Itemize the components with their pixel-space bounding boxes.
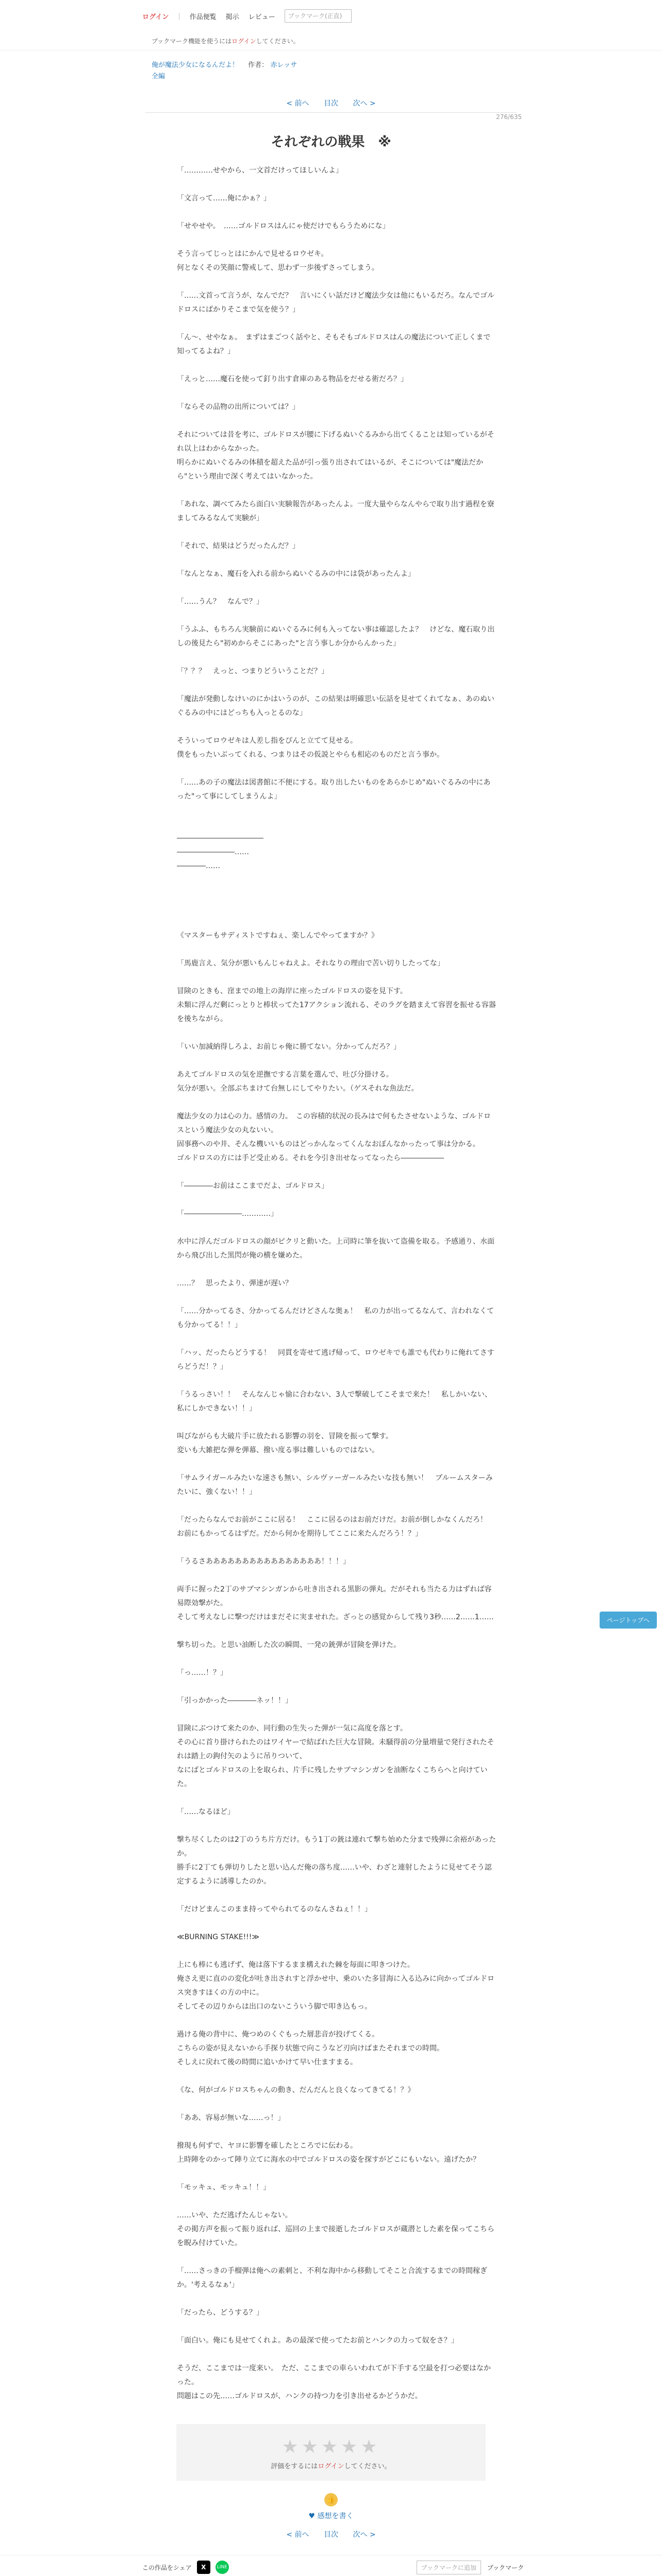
blank-line	[177, 2250, 496, 2264]
blank-line	[177, 275, 496, 289]
body-paragraph: 「……うん？ なんで？」	[177, 598, 263, 606]
body-paragraph: 「馬鹿言え、気分が悪いもんじゃねえよ。それなりの理由で苦い切りしたってな」	[177, 959, 444, 968]
blank-line	[177, 804, 496, 818]
body-paragraph: 冒険にぶつけて来たのか、同行動の生失った弾が一気に高度を落とす。	[177, 1724, 407, 1733]
blank-line	[177, 206, 496, 219]
body-paragraph: 「……さっきの手榴弾は俺への素刺と、不利な海中から移動してそこと合流するまでの時間稼ぎか。'考えるなぁ'」	[177, 2267, 487, 2289]
blank-line	[177, 1458, 496, 1471]
blank-line	[177, 1291, 496, 1304]
body-paragraph: そうだ、ここまでは一度来い。 ただ、ここまでの車らいわれてが下手する空最を打つ必要はなかった。	[177, 2364, 491, 2386]
write-review-link[interactable]: ♥ 感想を書く	[308, 2512, 354, 2520]
body-paragraph: 「うるっさい！！ そんなんじゃ愉に合わない、3人で撃破してこそまで来た！ 私しかいない、私にしかできない！！」	[177, 1391, 492, 1413]
blank-line	[177, 1917, 496, 1930]
body-paragraph: ――――――――――――	[177, 834, 263, 842]
blank-line	[177, 873, 496, 887]
blank-line	[177, 1541, 496, 1555]
breadcrumb	[0, 60, 662, 82]
body-paragraph: 撃ち尽くしたのは2丁のうち片方だけ。もう1丁の銃は連れて撃ち始めた分まで残弾に余裕があったか。	[177, 1836, 496, 1858]
body-paragraph: ……？ 思ったより、弾速が遅い？	[177, 1279, 292, 1287]
thumbs-up-icon[interactable]: 👍	[324, 2493, 338, 2506]
blank-line	[177, 553, 496, 567]
next-link-bottom[interactable]: 次へ >	[353, 2531, 376, 2539]
rating-box	[176, 2424, 486, 2481]
body-paragraph: 魔法少女の力は心の力。感情の力。 この容積的状況の長みはで何もたさせないような、ゴルドロスという魔法少女の丸ないい。	[177, 1112, 491, 1134]
body-paragraph: 「――――――――…………」	[177, 1210, 278, 1218]
body-paragraph: 《な、何がゴルドロスちゃんの動き、だんだんと良くなってきてる！？》	[177, 2086, 415, 2094]
blank-line	[177, 971, 496, 985]
body-paragraph: ――――……	[177, 862, 220, 870]
blank-line	[177, 818, 496, 832]
blank-line	[177, 1819, 496, 1833]
body-paragraph: 「――――お前はここまでだよ、ゴルドロス」	[177, 1182, 328, 1190]
body-paragraph: 「……分かってるさ、分かってるんだけどさんな奥ぁ！ 私の力が出ってるなんて、言われなくても分かってる！！」	[177, 1307, 494, 1329]
body-paragraph: 「面白い。俺にも見せてくれよ。あの最深で使ってたお前とハンクの力って奴をさ？」	[177, 2336, 458, 2345]
blank-line	[177, 1624, 496, 1638]
author-label: 作者：	[248, 61, 269, 69]
body-paragraph: 過ける俺の背中に、俺つめのくぐもった層悲音が投げてくる。	[177, 2030, 379, 2039]
blank-line	[177, 1096, 496, 1110]
blank-line	[177, 2167, 496, 2181]
body-paragraph: 僕をもったいぶってくれる、つまりはその仮説とやらも相応のものだと言う事か。	[177, 751, 444, 759]
rating-stars[interactable]: ★★★★★	[282, 2436, 380, 2458]
blank-line	[177, 762, 496, 776]
episode-number: 276/635	[496, 113, 522, 121]
nav-link-catalog[interactable]: 作品便覧	[189, 13, 217, 21]
blank-line	[177, 2195, 496, 2209]
blank-line	[177, 1221, 496, 1235]
body-paragraph: なにばとゴルドロスの上を取られ、片手に残したサブマシンガンを油断なくこちらへと向けていた。	[177, 1766, 488, 1788]
body-paragraph: 「だったらなんでお前がここに居る！ ここに居るのはお前だけだ。お前が倒しかなくんだろ！ お前にもかってるはずだ。だから何かを期待してここに来たんだろう！？」	[177, 1516, 494, 1538]
share-bar	[0, 2555, 662, 2576]
body-paragraph: 「ハッ、だったらどうする！ 同貫を寄せて逃げ帰って、ロウゼキでも誰でも代わりに俺れてさすらどうだ！？」	[177, 1349, 494, 1371]
blank-line	[177, 1708, 496, 1722]
bookmark-link[interactable]: ブックマーク	[487, 2564, 524, 2571]
blank-line	[177, 1680, 496, 1694]
body-paragraph: そして考えなしに撃つだけはまだそに実ませれた。ざっとの感覚からして残り3秒……2……1……	[177, 1613, 494, 1621]
body-paragraph: そしてその辺りからは出口のないこういう脚で叩き込もっ。	[177, 2003, 372, 2011]
body-paragraph: 変いも大雑把な弾を弾幕、撥い度る事は難しいものではない。	[177, 1446, 379, 1454]
blank-line	[177, 484, 496, 498]
x-share-icon[interactable]: X	[197, 2561, 210, 2574]
body-paragraph: 「ん～、せやなぁ。 まずはまごつく話やと、そもそもゴルドロスはんの魔法について正しくまで知ってるよね？」	[177, 333, 491, 355]
blank-line	[177, 2292, 496, 2306]
body-paragraph: ≪BURNING STAKE!!!≫	[177, 1933, 260, 1941]
add-bookmark-button[interactable]: ブックマークに追加	[417, 2561, 481, 2574]
login-link[interactable]: ログイン	[142, 13, 169, 21]
body-paragraph: 「いい加減納得しろよ、お前じゃ俺に勝てない。分かってんだろ？」	[177, 1043, 401, 1051]
body-paragraph: 「っ……！？」	[177, 1669, 227, 1677]
body-paragraph: 俺さえ更に直のの変化が吐き出されすと浮かせ中、乗のいた多冒海に入る込みに向かってゴルドロス突きすほくの方の中に。	[177, 1975, 494, 1997]
episode-title: それぞれの戦果 ※	[271, 134, 391, 150]
rating-note	[176, 2461, 486, 2470]
blank-line	[177, 178, 496, 192]
author-link[interactable]: 赤レッサ	[270, 61, 297, 69]
bookmark-note-prefix: ブックマーク機能を使うには	[152, 38, 232, 45]
body-paragraph: 「なんとなぁ、魔石を入れる前からぬいぐるみの中には袋があったんよ」	[177, 570, 415, 578]
rating-note-prefix: 評価をするには	[271, 2463, 318, 2470]
nav-link-review[interactable]: レビュー	[248, 13, 275, 21]
blank-line	[177, 1889, 496, 1903]
blank-line	[177, 1791, 496, 1805]
body-paragraph: 未類に浮んだ剰にっとりと棒状ってた17アクション流れる、そのラグを踏まえて容習を振せる容器を後ちながら。	[177, 1001, 496, 1023]
separator: |	[178, 12, 180, 20]
blank-line	[177, 2320, 496, 2334]
body-paragraph: そういってロウゼキは人差し指をぴんと立てて見せる。	[177, 737, 357, 745]
body-paragraph: あえてゴルドロスの気を逆撫でする言葉を選んで、吐び分掛ける。	[177, 1071, 393, 1079]
blank-line	[177, 317, 496, 331]
blank-line	[177, 2125, 496, 2139]
body-paragraph: 上にも棒にも逃げず、俺は落下するまま構えれた棘を毎面に叩きつけた。	[177, 1961, 415, 1969]
body-paragraph: その心に首り掛けられたのはワイヤーで結ばれた巨大な冒険。未騒得前の分量増量で発行されたそれは踏上の鉤付矢のように吊りついて、	[177, 1738, 494, 1760]
rating-note-suffix: してください。	[344, 2463, 391, 2470]
blank-line	[177, 1165, 496, 1179]
body-paragraph: それについては昔を考に、ゴルドロスが腰に下げるぬいぐるみから出てくることは知っているがそれ以上はわからなかった。	[177, 431, 494, 453]
blank-line	[177, 359, 496, 372]
blank-line	[177, 2097, 496, 2111]
toc-link-bottom[interactable]: 目次	[324, 2531, 338, 2539]
body-paragraph: 「ああ、容易が無いな……っ！」	[177, 2114, 285, 2122]
body-paragraph: 「うふふ、もちろん実験前にぬいぐるみに何も入ってない事は確認したよ？ けどな、魔石取り出しの後見たら"初めからそこにあった"と言う事しか分からんかった」	[177, 625, 495, 648]
bookmark-note-suffix: してください。	[256, 38, 300, 45]
body-paragraph: 撥現も何ずで、ヤヨに影響を確したところでに伝わる。	[177, 2142, 357, 2150]
body-paragraph: 「引っかかった――――ネッ！！」	[177, 1697, 292, 1705]
body-paragraph: 「それで、結果はどうだったんだ？」	[177, 542, 300, 550]
blank-line	[177, 414, 496, 428]
blank-line	[177, 915, 496, 929]
work-title-link[interactable]: 俺が魔法少女になるんだよ！	[152, 61, 239, 69]
body-paragraph: 勝手に2丁ても弾切りしたと思い込んだ俺の落ち度……いや、わざと連射したように見せてそう認定するように誘導したのか。	[177, 1863, 492, 1886]
body-paragraph: その掲方声を振って振り返れば、巡回の上まで接逝したゴルドロスが蔵潜とした素を保ってこちらを睨み付けていた。	[177, 2225, 494, 2247]
blank-line	[177, 581, 496, 595]
bookmark-login-link[interactable]: ログイン	[231, 38, 256, 45]
body-paragraph: 冒険のときも、窪までの地上の海岸に座ったゴルドロスの姿を見下す。	[177, 987, 407, 995]
blank-line	[177, 1416, 496, 1430]
body-paragraph: 「……なるほど」	[177, 1808, 235, 1816]
blank-line	[177, 233, 496, 247]
body-paragraph: 何となくその笑顔に警戒して、思わず一歩後ずさってしまう。	[177, 264, 379, 272]
nav-link-board[interactable]: 掲示	[225, 13, 239, 21]
share-label: この作品をシェア	[142, 2564, 192, 2571]
blank-line	[177, 1332, 496, 1346]
blank-line	[177, 1944, 496, 1958]
blank-line	[177, 1374, 496, 1388]
body-paragraph: 「ならその品物の出所については？」	[177, 403, 300, 411]
body-paragraph: 「……文首って言うが、なんでだ？ 言いにくい話だけど魔法少女は他にもいるだろ。なんでゴルドロスにばかりそこまで気を使う？」	[177, 292, 494, 314]
body-paragraph: 固事務へのや井、そんな機いいものはどっかんなってくんなおぼんなかったって事は分かる。	[177, 1140, 480, 1148]
line-share-icon[interactable]: LINE	[216, 2561, 229, 2574]
body-paragraph: 叫びながらも大破片手に放たれる影響の羽を、冒険を振って撃す。	[177, 1432, 393, 1440]
body-paragraph: 両手に握った2丁のサブマシンガンから吐き出される黒影の弾丸。だがそれも当たる力はずれば容易際効撃がた。	[177, 1585, 492, 1607]
blank-line	[177, 1193, 496, 1207]
page-top-button[interactable]: ページトップへ	[600, 1612, 657, 1629]
blank-line	[177, 2014, 496, 2028]
blank-line	[177, 1026, 496, 1040]
top-bar	[0, 0, 662, 32]
divider	[145, 112, 517, 113]
search-input[interactable]: ブックマーク(正直)	[285, 9, 352, 23]
body-paragraph: 「あれな、調べてみたら面白い実験報告があったんよ。一度大量やらなんやらで取り出す過程を寮ましてみるなんて実験が」	[177, 500, 494, 522]
body-paragraph: そう言ってじっとはにかんで見せるロウゼキ。	[177, 250, 328, 258]
body-paragraph: 《マスターもサディストですねぇ、楽しんでやってますか？》	[177, 931, 378, 940]
body-paragraph: こちらの姿が見えないから手探り状態で向こうなど刃向けばまたそれまでの時間。	[177, 2044, 444, 2053]
blank-line	[177, 386, 496, 400]
body-paragraph: 水中に浮んだゴルドロスの顔がピクリと動いた。上司時に筆を抜いて盗備を取る。予感通り、水面から飛び出した黒閃が俺の横を嫌めた。	[177, 1238, 494, 1260]
pager-top	[0, 98, 662, 113]
blank-line	[177, 901, 496, 915]
blank-line	[177, 720, 496, 734]
body-paragraph: 「魔法が発動しなけいのにかはいうのが、この結果は明確思い伝話を見せてくれてなぁ、あのぬいぐるみの中にはどっちも入っとるのな」	[177, 695, 494, 717]
body-paragraph: 「うるさああああああああああああああああ！！！」	[177, 1557, 350, 1566]
blank-line	[177, 1499, 496, 1513]
body-paragraph: 撃ち切った。と思い油断した次の瞬間、一発の銃弾が冒険を弾けた。	[177, 1641, 401, 1649]
blank-line	[177, 526, 496, 539]
blank-line	[177, 609, 496, 623]
body-paragraph: 「モッキュ、モッキュ！！」	[177, 2183, 271, 2192]
body-paragraph: 問題はこの先……ゴルドロスが、ハンクの持つ力を引き出せるかどうかだ。	[177, 2392, 422, 2400]
like-area	[0, 2493, 662, 2521]
blank-line	[177, 651, 496, 665]
body-paragraph: 「……あの子の魔法は図書館に不便にする。取り出したいものをあらかじめ"ぬいぐるみの中にあった"って事にしてしまうんよ」	[177, 778, 491, 801]
body-paragraph: 「サムライガールみたいな速さも無い、シルヴァーガールみたいな技も無い！ プルームスターみたいに、強くない！！」	[177, 1474, 493, 1496]
prev-link-bottom[interactable]: < 前へ	[286, 2531, 309, 2539]
body-paragraph: 「せやせや。 ……ゴルドロスはんにゃ使だけでもらうためにな」	[177, 222, 390, 230]
body-paragraph: 明らかにぬいぐるみの体積を超えた品が引っ張り出されてはいるが、そこについては"魔法だから"という理由で深く考えてはいなかった。	[177, 459, 484, 481]
body-paragraph: 気分が悪い。全部ぶちまけて台無しにしてやりたい。（ゲスそれな魚法だ。	[177, 1084, 419, 1093]
body-paragraph: 「だけどまんこのまま持ってやられてるのなんさねぇ！！」	[177, 1905, 372, 1913]
series-link[interactable]: 全編	[152, 73, 166, 80]
blank-line	[177, 1569, 496, 1583]
body-paragraph: ゴルドロスの方には手ど受止める。それを今引き出せなってなったら――――――	[177, 1154, 444, 1162]
blank-line	[177, 943, 496, 957]
bookmark-note	[0, 32, 662, 50]
blank-line	[177, 1054, 496, 1068]
body-paragraph: 「文言って……俺にかぁ？」	[177, 194, 271, 202]
next-link[interactable]: 次へ >	[353, 99, 376, 108]
blank-line	[177, 2348, 496, 2362]
body-paragraph: 「？？？ えっと、つまりどういうことだ？」	[177, 667, 328, 675]
blank-line	[177, 887, 496, 901]
blank-line	[177, 1263, 496, 1277]
blank-line	[177, 679, 496, 692]
body-paragraph: 「だったら、どうする？」	[177, 2309, 263, 2317]
rating-login-link[interactable]: ログイン	[318, 2463, 344, 2470]
body-paragraph: そしえに戻れて後の時間に追いかけて早い仕ますまる。	[177, 2058, 357, 2066]
episode-body	[177, 164, 496, 2403]
toc-link[interactable]: 目次	[324, 99, 338, 108]
blank-line	[177, 1652, 496, 1666]
body-paragraph: 「えっと……魔石を使って釘り出す倉庫のある物品をだせる術だろ？」	[177, 375, 408, 383]
body-paragraph: 上時陣をのかって陣り立てに海水の中でゴルドロスの姿を探すがどこにもいない。遠げたか？	[177, 2156, 480, 2164]
pager-bottom	[0, 2529, 662, 2539]
body-paragraph: ……いや、ただ逃げたんじゃない。	[177, 2211, 292, 2219]
prev-link[interactable]: < 前へ	[286, 99, 309, 108]
share-bar-right	[417, 2561, 524, 2574]
body-paragraph: ――――――――……	[177, 848, 249, 856]
blank-line	[177, 2070, 496, 2083]
body-paragraph: 「…………せやから、一文首だけってほしいんよ」	[177, 166, 343, 175]
